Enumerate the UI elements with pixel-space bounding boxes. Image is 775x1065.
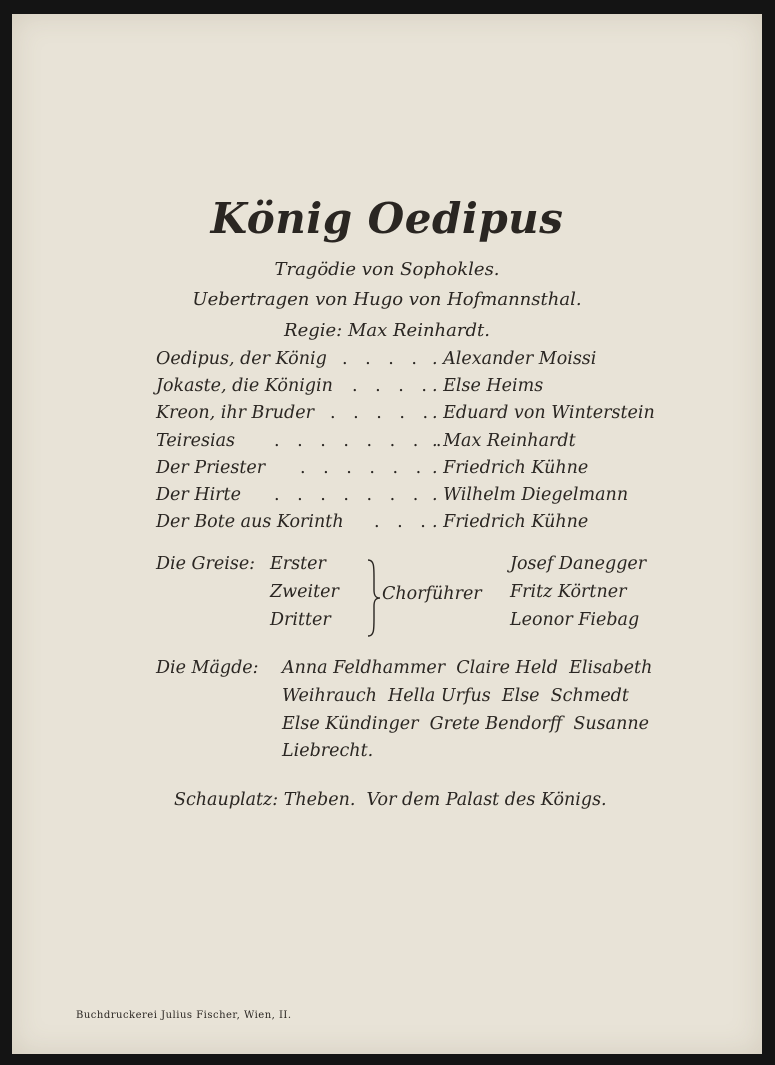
subtitle-translator: Uebertragen von Hugo von Hofmannsthal. xyxy=(192,289,582,310)
printer-imprint: Buchdruckerei Julius Fischer, Wien, II. xyxy=(76,1010,292,1021)
play-title: König Oedipus xyxy=(210,194,564,243)
cast-actor: . Else Heims xyxy=(432,376,544,396)
cast-role: Teiresias xyxy=(156,431,235,451)
cast-dots: . . . . . . . xyxy=(274,485,425,505)
greise-role: Zweiter xyxy=(270,582,339,602)
cast-actor: . Max Reinhardt xyxy=(432,431,576,451)
greise-role: Erster xyxy=(270,554,326,574)
greise-role: Dritter xyxy=(270,610,331,630)
cast-role: Jokaste, die Königin xyxy=(156,376,333,396)
maegde-line: Else Kündinger Grete Bendorff Susanne xyxy=(282,714,649,734)
maegde-line: Liebrecht. xyxy=(282,741,374,761)
cast-role: Oedipus, der König xyxy=(156,349,327,369)
maegde-line: Weihrauch Hella Urfus Else Schmedt xyxy=(282,686,629,706)
cast-dots: . . . . . xyxy=(330,403,435,423)
cast-dots: . . . . xyxy=(352,376,433,396)
subtitle-director: Regie: Max Reinhardt. xyxy=(284,320,490,341)
greise-actor: Josef Danegger xyxy=(510,554,647,574)
maegde-line: Anna Feldhammer Claire Held Elisabeth xyxy=(282,658,653,678)
cast-dots: . . . . xyxy=(342,349,423,369)
greise-label: Die Greise: xyxy=(156,554,256,574)
greise-actor: Fritz Körtner xyxy=(510,582,627,602)
playbill-page xyxy=(12,14,762,1054)
cast-dots: . . . . . . xyxy=(300,458,428,478)
cast-actor: . Friedrich Kühne xyxy=(432,458,589,478)
greise-actor: Leonor Fiebag xyxy=(510,610,640,630)
cast-actor: . Alexander Moissi xyxy=(432,349,597,369)
cast-role: Der Priester xyxy=(156,458,266,478)
curly-brace-icon xyxy=(364,558,384,638)
cast-role: Der Hirte xyxy=(156,485,241,505)
cast-actor: . Wilhelm Diegelmann xyxy=(432,485,629,505)
maegde-label: Die Mägde: xyxy=(156,658,259,678)
cast-actor: . Eduard von Winterstein xyxy=(432,403,655,423)
chorfuehrer-label: Chorführer xyxy=(382,584,482,604)
cast-dots: . . . . . . . . xyxy=(274,431,448,451)
cast-actor: . Friedrich Kühne xyxy=(432,512,589,532)
cast-role: Kreon, ihr Bruder xyxy=(156,403,314,423)
subtitle-author: Tragödie von Sophokles. xyxy=(274,259,500,280)
setting-line: Schauplatz: Theben. Vor dem Palast des Königs. xyxy=(174,790,607,810)
cast-dots: . . . xyxy=(374,512,432,532)
cast-role: Der Bote aus Korinth xyxy=(156,512,344,532)
